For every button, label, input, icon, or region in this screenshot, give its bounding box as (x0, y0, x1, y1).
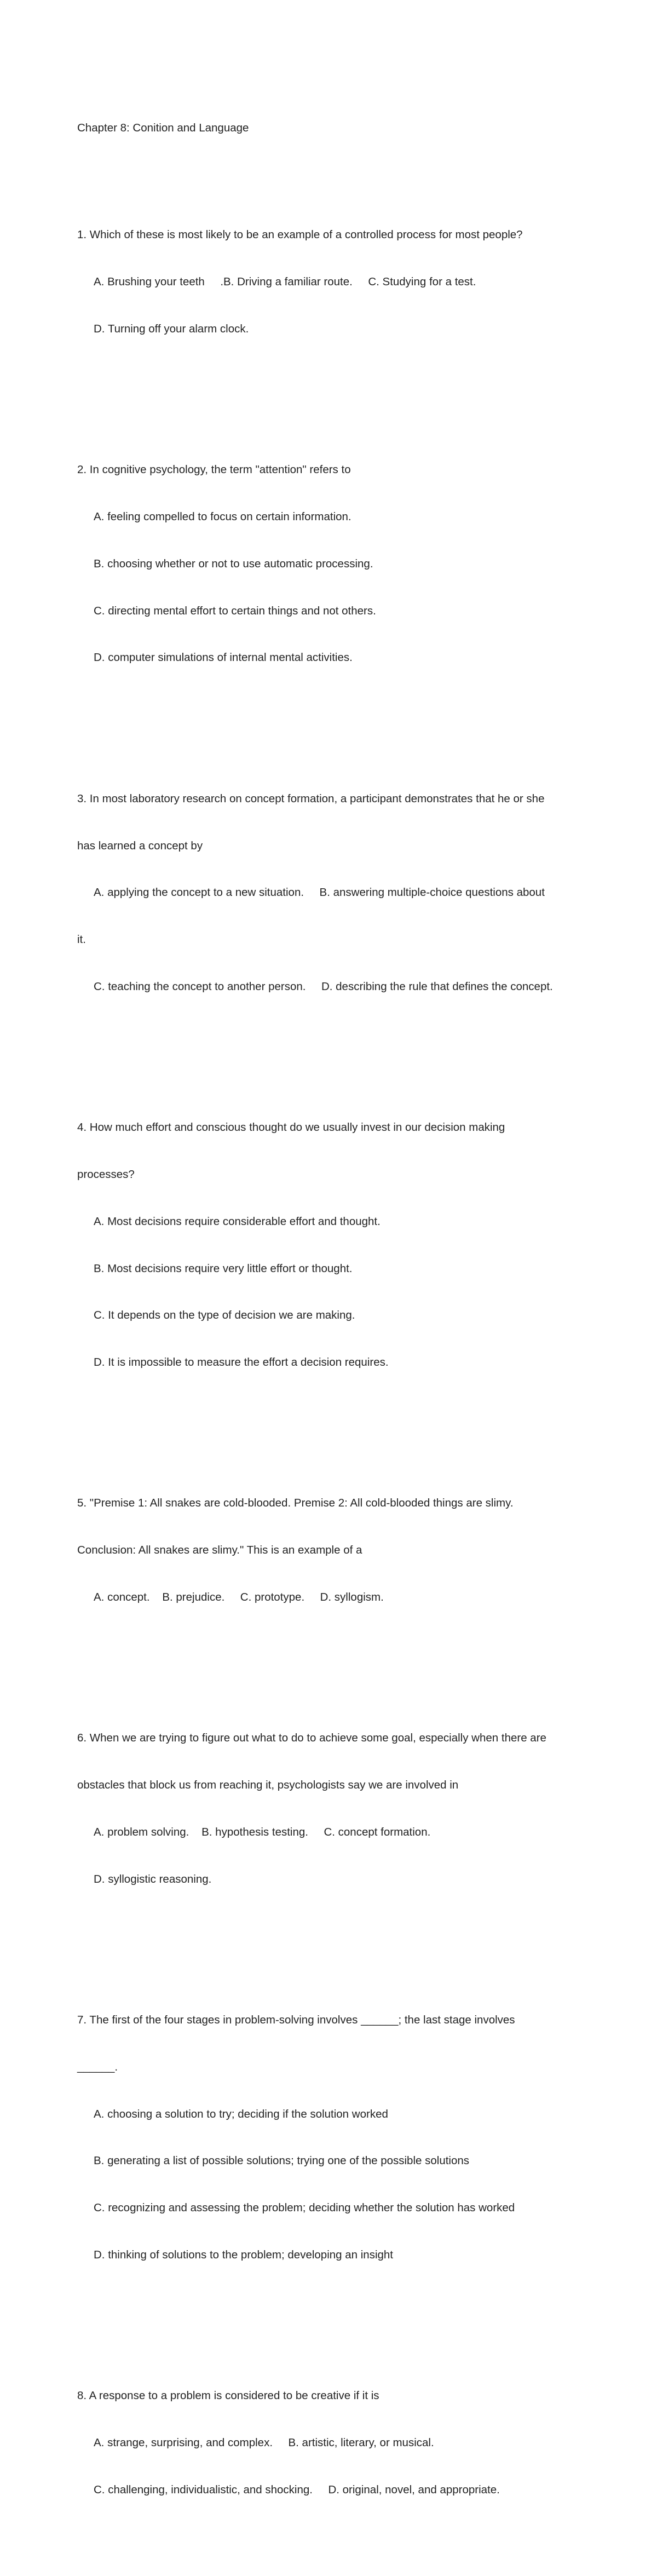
answer-option: C. directing mental effort to certain things and not others. (94, 604, 376, 617)
question-3 (77, 760, 584, 1026)
answer-option: D. It is impossible to measure the effort a decision requires. (94, 1356, 389, 1369)
answer-options-line: C. challenging, individualistic, and shocking. D. original, novel, and appropriate. (94, 2483, 500, 2496)
question-stem-line: has learned a concept by (77, 839, 203, 852)
answer-options-line: A. strange, surprising, and complex. B. artistic, literary, or musical. (94, 2436, 434, 2450)
question-2 (77, 431, 584, 697)
question-stem-line: 5. "Premise 1: All snakes are cold-blooded. Premise 2: All cold-blooded things are slimy. (77, 1497, 514, 1510)
answer-option: D. thinking of solutions to the problem; developing an insight (94, 2248, 394, 2261)
question-1 (77, 196, 584, 369)
question-5 (77, 1464, 584, 1637)
question-stem-line: ______. (77, 2060, 118, 2073)
question-stem-line: 4. How much effort and conscious thought do we usually invest in our decision making (77, 1121, 505, 1134)
question-stem-line: Conclusion: All snakes are slimy." This is an example of a (77, 1544, 362, 1557)
answer-option: B. Most decisions require very little effort or thought. (94, 1262, 353, 1275)
question-stem-line: 1. Which of these is most likely to be an example of a controlled process for most people? (77, 228, 523, 242)
question-stem-line: 6. When we are trying to figure out what to do to achieve some goal, especially when there are (77, 1732, 546, 1745)
answer-options-line: C. teaching the concept to another person. D. describing the rule that defines the concept. (94, 980, 553, 993)
answer-options-line: A. problem solving. B. hypothesis testing. C. concept formation. (94, 1825, 431, 1838)
question-stem-line: processes? (77, 1168, 135, 1181)
document-body (77, 89, 584, 2576)
answer-option: C. It depends on the type of decision we are making. (94, 1309, 355, 1322)
question-stem-line: 3. In most laboratory research on concept formation, a participant demonstrates that he or she (77, 792, 545, 805)
answer-option: B. choosing whether or not to use automatic processing. (94, 557, 373, 570)
answer-option: A. choosing a solution to try; deciding if the solution worked (94, 2107, 388, 2120)
question-stem-line: 7. The first of the four stages in problem-solving involves ______; the last stage involves (77, 2014, 515, 2027)
answer-options-line: A. applying the concept to a new situation. B. answering multiple-choice questions about (94, 886, 545, 899)
question-7 (77, 1981, 584, 2295)
question-stem-line: 8. A response to a problem is considered to be creative if it is (77, 2389, 379, 2402)
answer-options-line: D. Turning off your alarm clock. (94, 322, 249, 335)
question-stem-line: obstacles that block us from reaching it, psychologists say we are involved in (77, 1779, 459, 1792)
page-title: Chapter 8: Conition and Language (77, 122, 249, 135)
answer-options-line: it. (77, 933, 86, 946)
question-stem-line: 2. In cognitive psychology, the term "attention" refers to (77, 463, 351, 476)
answer-option: A. feeling compelled to focus on certain information. (94, 510, 351, 524)
answer-option: C. recognizing and assessing the problem; deciding whether the solution has worked (94, 2201, 515, 2215)
answer-option: D. computer simulations of internal mental activities. (94, 651, 353, 664)
answer-options-line: A. Brushing your teeth .B. Driving a familiar route. C. Studying for a test. (94, 275, 476, 289)
answer-options-line: D. syllogistic reasoning. (94, 1872, 212, 1885)
question-4 (77, 1089, 584, 1402)
question-6 (77, 1699, 584, 1918)
answer-option: A. Most decisions require considerable effort and thought. (94, 1215, 381, 1228)
answer-option: B. generating a list of possible solutions; trying one of the possible solutions (94, 2154, 470, 2167)
question-8 (77, 2357, 584, 2529)
answer-options-line: A. concept. B. prejudice. C. prototype. D. syllogism. (94, 1591, 384, 1603)
